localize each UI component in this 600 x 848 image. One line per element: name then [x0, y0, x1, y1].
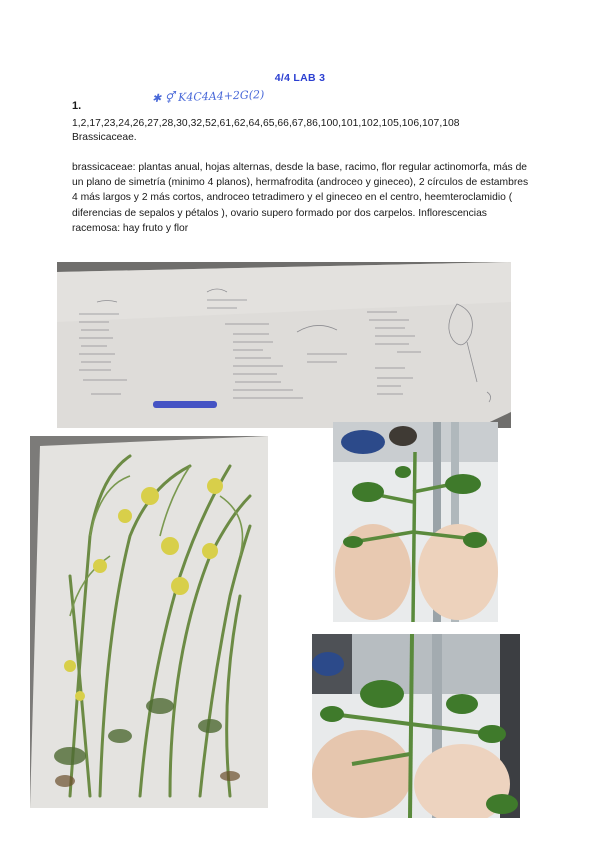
stem-in-hands-photo-2 — [312, 634, 520, 818]
handwritten-notes-photo — [57, 262, 511, 428]
specimen-numbers: 1,2,17,23,24,26,27,28,30,32,52,61,62,64,65,66,67,86,100,101,102,105,106,107,108 — [72, 118, 460, 129]
page-title: 4/4 LAB 3 — [274, 72, 326, 84]
question-number: 1. — [72, 100, 82, 112]
brassicaceae-plants-photo — [30, 436, 268, 808]
family-description: brassicaceae: plantas anual, hojas alternas, desde la base, racimo, flor regular actinomorfa, más de un plano de simetría (minimo 4 planos), hermafrodita (androceo y gineceo), 2 círculos de estambres 4 más largos y 2 más cortos, androceo tetradimero y el gineceo en el centro, heemteroclamidio ( diferencias de sepalos y pétalos ), ovario supero formado por dos carpelos. Inflorescencias racemosa: hay fruto y flor — [72, 162, 529, 234]
handwritten-floral-formula: ✱ ⚥ K4C4A4+2G(2) — [151, 88, 265, 105]
family-name: Brassicaceae. — [72, 132, 137, 143]
stem-in-hands-photo-1 — [333, 422, 498, 622]
